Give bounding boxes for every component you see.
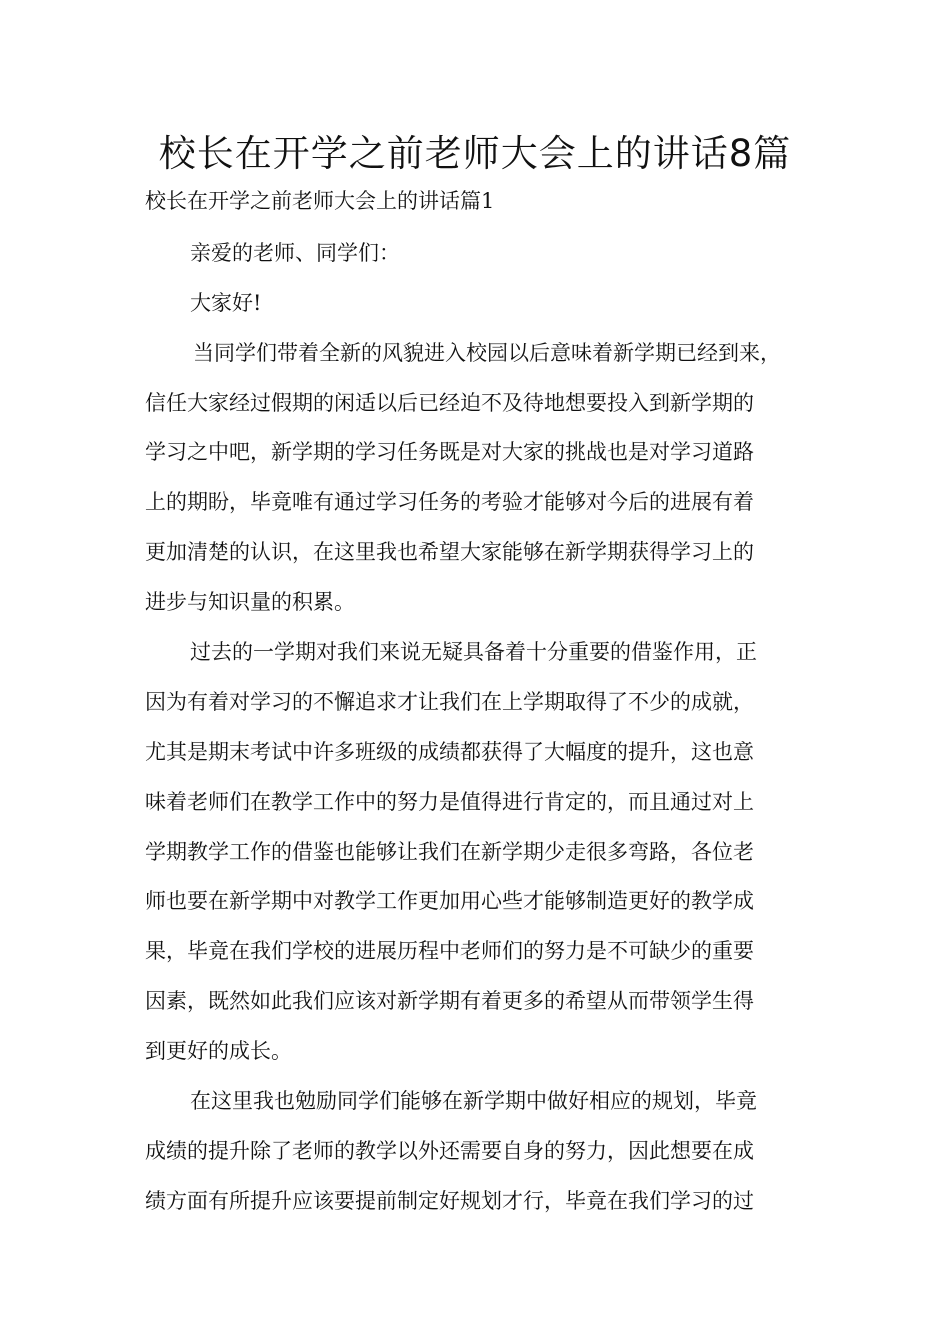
paragraph-line: 因为有着对学习的不懈追求才让我们在上学期取得了不少的成就， (145, 690, 754, 714)
paragraph-line: 在这里我也勉励同学们能够在新学期中做好相应的规划，毕竟 (190, 1089, 757, 1113)
paragraph-line: 学期教学工作的借鉴也能够让我们在新学期少走很多弯路，各位老 (145, 840, 754, 864)
paragraph-line: 过去的一学期对我们来说无疑具备着十分重要的借鉴作用，正 (190, 640, 757, 664)
paragraph-line: 师也要在新学期中对教学工作更加用心些才能够制造更好的教学成 (145, 889, 754, 913)
paragraph-line: 因素，既然如此我们应该对新学期有着更多的希望从而带领学生得 (145, 989, 754, 1013)
paragraph-line: 当同学们带着全新的风貌进入校园以后意味着新学期已经到来， (193, 341, 781, 365)
paragraph-line: 学习之中吧，新学期的学习任务既是对大家的挑战也是对学习道路 (145, 440, 754, 464)
paragraph-line: 味着老师们在教学工作中的努力是值得进行肯定的，而且通过对上 (145, 790, 754, 814)
paragraph-line: 进步与知识量的积累。 (145, 590, 355, 614)
paragraph-line: 成绩的提升除了老师的教学以外还需要自身的努力，因此想要在成 (145, 1139, 754, 1163)
paragraph-line: 信任大家经过假期的闲适以后已经迫不及待地想要投入到新学期的 (145, 391, 754, 415)
section-heading: 校长在开学之前老师大会上的讲话篇1 (145, 189, 495, 213)
paragraph-line: 上的期盼，毕竟唯有通过学习任务的考验才能够对今后的进展有着 (145, 490, 754, 514)
document-title: 校长在开学之前老师大会上的讲话8篇 (158, 132, 792, 175)
paragraph-line: 到更好的成长。 (145, 1039, 292, 1063)
paragraph-line: 尤其是期末考试中许多班级的成绩都获得了大幅度的提升，这也意 (145, 740, 754, 764)
paragraph-line: 更加清楚的认识，在这里我也希望大家能够在新学期获得学习上的 (145, 540, 754, 564)
greeting-line: 大家好! (190, 291, 262, 315)
salutation-line: 亲爱的老师、同学们： (190, 241, 400, 265)
paragraph-line: 绩方面有所提升应该要提前制定好规划才行，毕竟在我们学习的过 (145, 1189, 754, 1213)
paragraph-line: 果，毕竟在我们学校的进展历程中老师们的努力是不可缺少的重要 (145, 939, 754, 963)
